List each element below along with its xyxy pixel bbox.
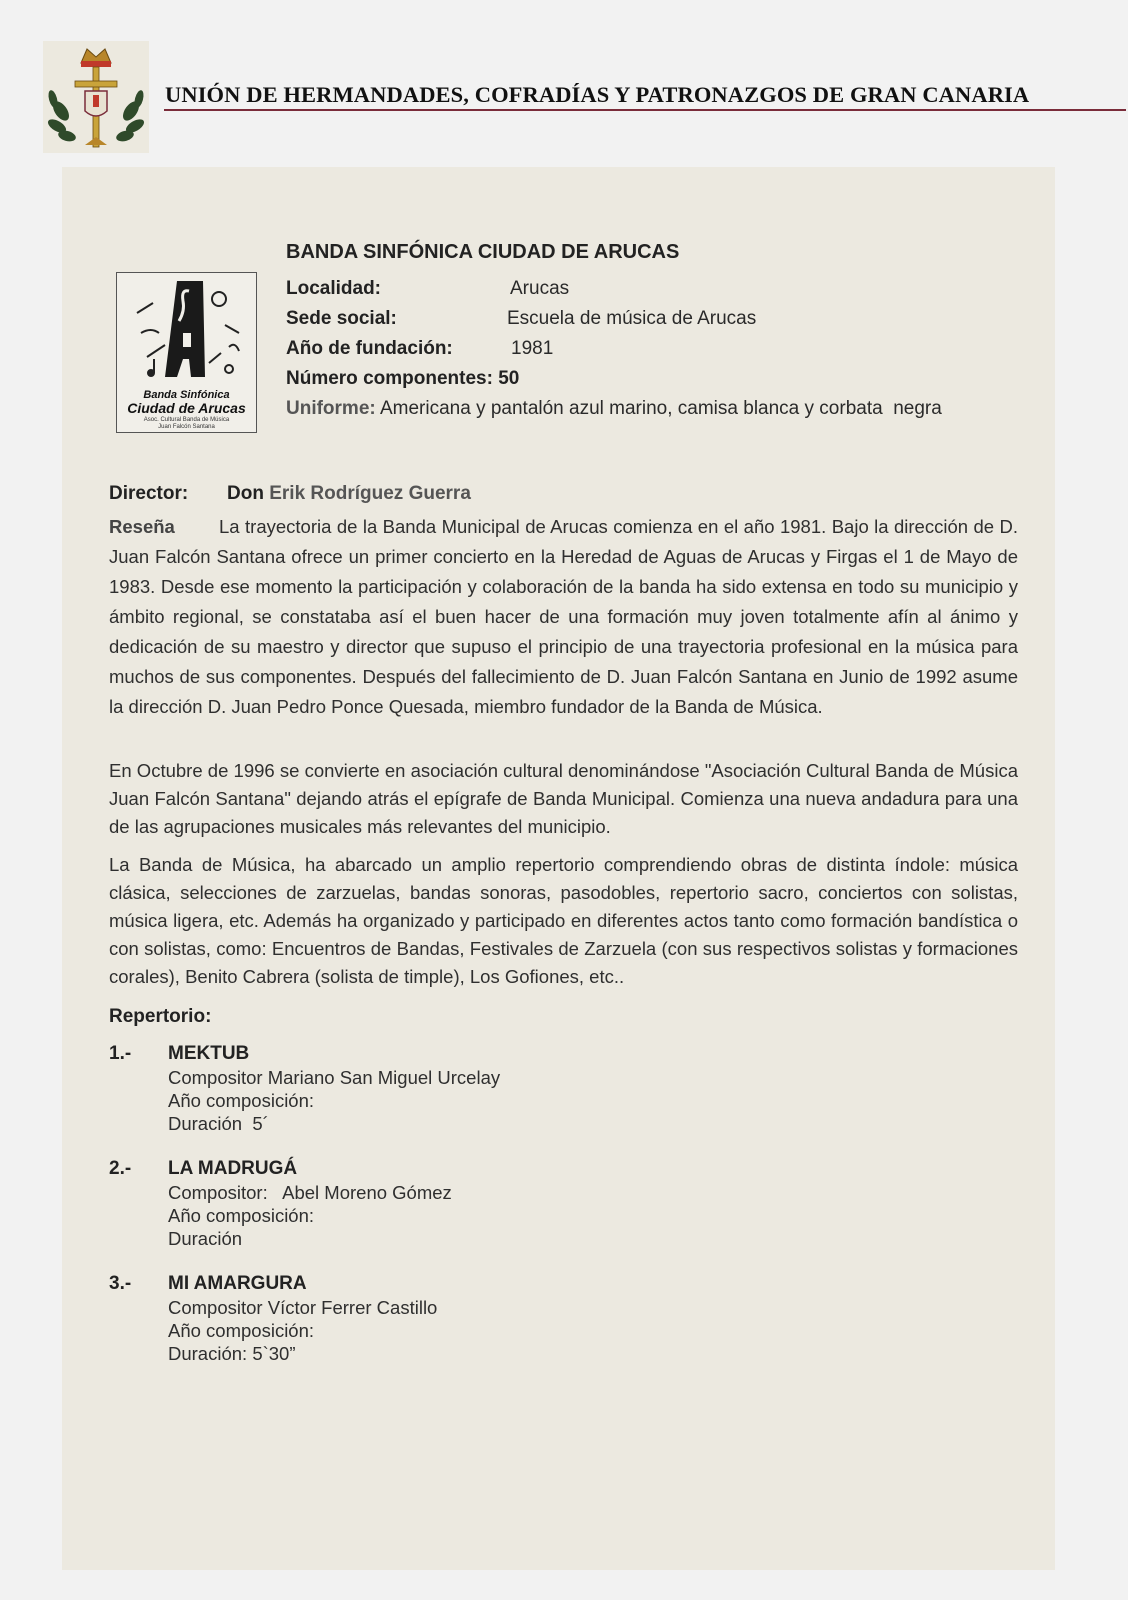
- repertorio-label: Repertorio:: [109, 1006, 212, 1027]
- resena-paragraph-2: En Octubre de 1996 se convierte en asociación cultural denominándose "Asociación Cultural Banda de Música Juan Falcón Santana" dejando atrás el epígrafe de Banda Municipal. Comienza una nueva andadura para una de las agrupaciones musicales más relevantes del municipio.: [109, 760, 1018, 837]
- band-logo-sub2: Juan Falcón Santana: [158, 424, 215, 430]
- band-logo: [116, 272, 257, 433]
- rep-item-1-duration: Duración 5´: [168, 1113, 269, 1134]
- uniforme-value: Americana y pantalón azul marino, camisa blanca y corbata negra: [379, 398, 942, 419]
- sede-row: [286, 308, 397, 330]
- band-logo-name-line2: Ciudad de Arucas: [127, 400, 246, 416]
- rep-item-2-number: 2.-: [109, 1158, 132, 1179]
- localidad-row: [286, 278, 381, 300]
- band-logo-icon: [117, 273, 255, 389]
- band-logo-subtitle: [117, 417, 256, 431]
- componentes-row: [286, 368, 519, 390]
- rep-item-3-title: MI AMARGURA: [168, 1273, 307, 1294]
- fundacion-row: [286, 338, 453, 360]
- resena-paragraph-1: [109, 512, 1018, 722]
- uniforme-label: Uniforme:: [286, 398, 376, 419]
- rep-item-1-composer: Compositor Mariano San Miguel Urcelay: [168, 1067, 501, 1088]
- director-value: [227, 483, 471, 505]
- rep-item-2-duration: Duración: [168, 1228, 243, 1249]
- header-divider: [164, 109, 1126, 111]
- localidad-value: Arucas: [510, 278, 570, 299]
- fundacion-value: 1981: [511, 338, 554, 359]
- rep-item-2-composer: Compositor: Abel Moreno Gómez: [168, 1182, 452, 1203]
- document-header-title: UNIÓN DE HERMANDADES, COFRADÍAS Y PATRONAZGOS DE GRAN CANARIA: [165, 82, 1030, 107]
- band-name-heading: BANDA SINFÓNICA CIUDAD DE ARUCAS: [286, 241, 680, 263]
- rep-item-3-year: Año composición:: [168, 1320, 315, 1341]
- componentes-label: Número componentes: 50: [286, 368, 520, 389]
- fundacion-label: Año de fundación:: [286, 338, 453, 359]
- band-logo-sub1: Asoc. Cultural Banda de Música: [143, 417, 230, 423]
- rep-item-2-year: Año composición:: [168, 1205, 315, 1226]
- director-name: Erik Rodríguez Guerra: [269, 483, 471, 504]
- resena-p1-text: La trayectoria de la Banda Municipal de Arucas comienza en el año 1981. Bajo la dirección de D. Juan Falcón Santana ofrece un primer concierto en la Heredad de Aguas de Arucas y Firgas el 1 de Mayo de 1983. Desde ese momento la participación y colaboración de la banda ha sido extensa en todo su municipio y ámbito regional, se constataba así el buen hacer de una formación muy joven totalmente afín al ánimo y dedicación de su maestro y director que supuso el principio de una trayectoria profesional en la música para muchos de sus componentes. Después del fallecimiento de D. Juan Falcón Santana en Junio de 1992 asume la dirección D. Juan Pedro Ponce Quesada, miembro fundador de la Banda de Música.: [109, 516, 1018, 717]
- rep-item-3-duration: Duración: 5`30”: [168, 1343, 296, 1364]
- heraldic-crest-icon: [43, 41, 149, 153]
- director-prefix: Don: [227, 483, 264, 504]
- localidad-label: Localidad:: [286, 278, 382, 299]
- rep-item-1-title: MEKTUB: [168, 1043, 250, 1064]
- sede-value: Escuela de música de Arucas: [507, 308, 757, 329]
- rep-item-1-number: 1.-: [109, 1043, 132, 1064]
- director-label: Director:: [109, 483, 189, 504]
- rep-item-3-composer: Compositor Víctor Ferrer Castillo: [168, 1297, 438, 1318]
- rep-item-1-year: Año composición:: [168, 1090, 315, 1111]
- band-logo-name-line1: Banda Sinfónica: [143, 389, 230, 401]
- resena-paragraph-3: La Banda de Música, ha abarcado un amplio repertorio comprendiendo obras de distinta índole: música clásica, selecciones de zarzuelas, bandas sonoras, pasodobles, repertorio sacro, conciertos con solistas, música ligera, etc. Además ha organizado y participado en diferentes actos tanto como formación bandística o con solistas, como: Encuentros de Bandas, Festivales de Zarzuela (con sus respectivos solistas y formaciones corales), Benito Cabrera (solista de timple), Los Gofiones, etc..: [109, 854, 1018, 987]
- rep-item-3-number: 3.-: [109, 1273, 132, 1294]
- resena-label: Reseña: [109, 516, 175, 537]
- rep-item-2-title: LA MADRUGÁ: [168, 1158, 298, 1179]
- uniforme-row: [286, 398, 942, 420]
- sede-label: Sede social:: [286, 308, 397, 329]
